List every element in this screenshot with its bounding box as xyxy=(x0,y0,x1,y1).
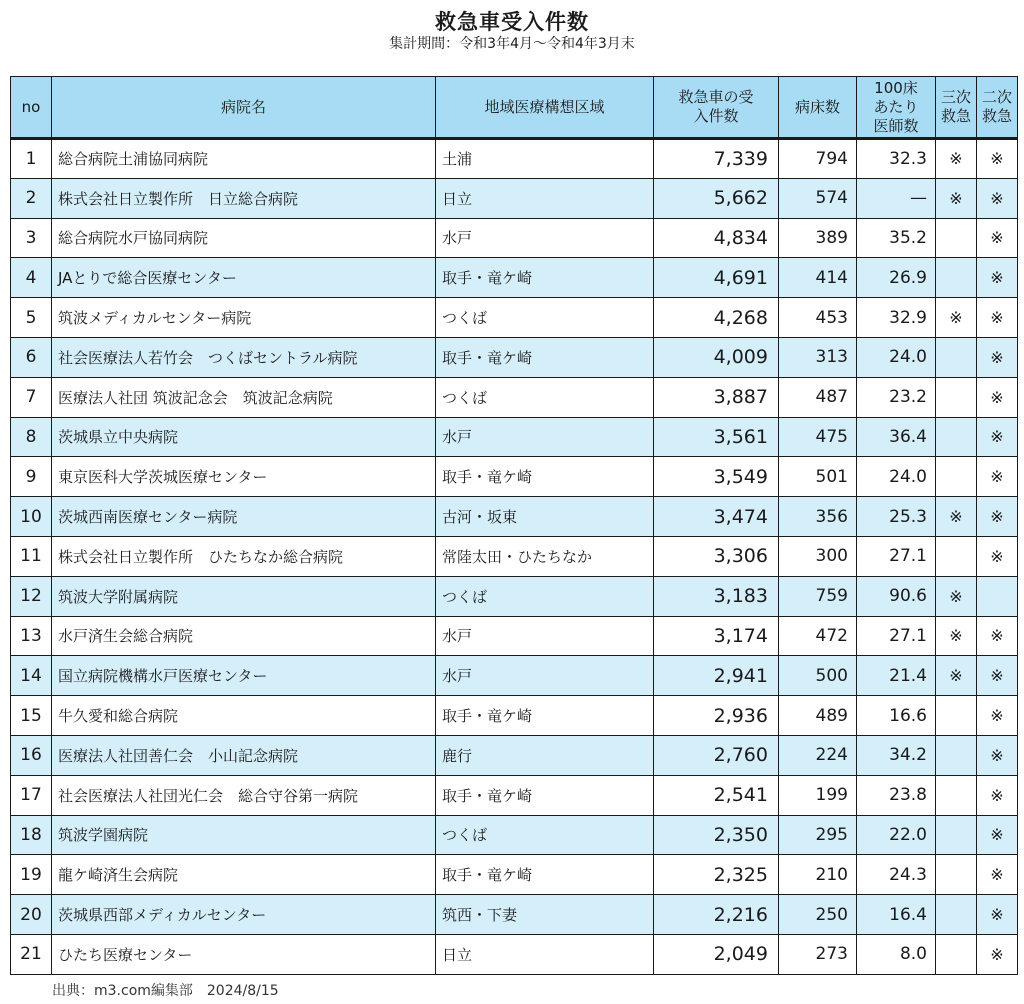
cell-secondary-mark: ※ xyxy=(977,656,1018,696)
cell-region: 取手・竜ケ崎 xyxy=(436,457,654,497)
cell-secondary-mark: ※ xyxy=(977,895,1018,935)
cell-tertiary-mark: ※ xyxy=(936,298,977,338)
cell-tertiary-mark xyxy=(936,934,977,974)
cell-no: 15 xyxy=(11,696,52,736)
cell-beds: 356 xyxy=(779,497,857,537)
table-row xyxy=(11,696,1018,736)
cell-hospital-name: 龍ケ崎済生会病院 xyxy=(52,855,436,895)
cell-hospital-name: 筑波大学附属病院 xyxy=(52,576,436,616)
page-title: 救急車受入件数 xyxy=(435,10,589,34)
cell-ambulance-cases: 3,306 xyxy=(654,536,779,576)
cell-region: 取手・竜ケ崎 xyxy=(436,696,654,736)
cell-beds: 475 xyxy=(779,417,857,457)
cell-region: つくば xyxy=(436,576,654,616)
cell-secondary-mark: ※ xyxy=(977,735,1018,775)
table-body xyxy=(11,139,1018,975)
cell-secondary-mark: ※ xyxy=(977,855,1018,895)
header-secondary: 二次救急 xyxy=(977,77,1018,139)
header-beds: 病床数 xyxy=(779,77,857,139)
cell-ambulance-cases: 2,541 xyxy=(654,775,779,815)
cell-beds: 210 xyxy=(779,855,857,895)
cell-hospital-name: 国立病院機構水戸医療センター xyxy=(52,656,436,696)
cell-doctors-per-100-beds: 90.6 xyxy=(857,576,936,616)
page-subtitle: 集計期間：令和3年4月～令和4年3月末 xyxy=(389,36,635,52)
table-row xyxy=(11,855,1018,895)
cell-ambulance-cases: 2,936 xyxy=(654,696,779,736)
cell-ambulance-cases: 5,662 xyxy=(654,178,779,218)
cell-tertiary-mark: ※ xyxy=(936,576,977,616)
cell-secondary-mark xyxy=(977,576,1018,616)
cell-hospital-name: 医療法人社団善仁会 小山記念病院 xyxy=(52,735,436,775)
cell-hospital-name: 牛久愛和総合病院 xyxy=(52,696,436,736)
cell-beds: 501 xyxy=(779,457,857,497)
cell-tertiary-mark: ※ xyxy=(936,656,977,696)
cell-ambulance-cases: 3,474 xyxy=(654,497,779,537)
cell-no: 17 xyxy=(11,775,52,815)
cell-no: 11 xyxy=(11,536,52,576)
cell-doctors-per-100-beds: 24.0 xyxy=(857,457,936,497)
cell-hospital-name: 医療法人社団 筑波記念会 筑波記念病院 xyxy=(52,377,436,417)
cell-doctors-per-100-beds: 35.2 xyxy=(857,218,936,258)
cell-no: 19 xyxy=(11,855,52,895)
table-row xyxy=(11,536,1018,576)
header-tertiary: 三次救急 xyxy=(936,77,977,139)
cell-hospital-name: 社会医療法人社団光仁会 総合守谷第一病院 xyxy=(52,775,436,815)
cell-no: 5 xyxy=(11,298,52,338)
cell-no: 18 xyxy=(11,815,52,855)
cell-no: 10 xyxy=(11,497,52,537)
cell-region: 土浦 xyxy=(436,139,654,179)
cell-secondary-mark: ※ xyxy=(977,139,1018,179)
cell-doctors-per-100-beds: — xyxy=(857,178,936,218)
cell-tertiary-mark xyxy=(936,377,977,417)
cell-region: 水戸 xyxy=(436,218,654,258)
cell-secondary-mark: ※ xyxy=(977,258,1018,298)
table-row xyxy=(11,656,1018,696)
cell-beds: 487 xyxy=(779,377,857,417)
table-row xyxy=(11,258,1018,298)
cell-hospital-name: 社会医療法人若竹会 つくばセントラル病院 xyxy=(52,337,436,377)
table-row xyxy=(11,616,1018,656)
cell-secondary-mark: ※ xyxy=(977,337,1018,377)
cell-no: 4 xyxy=(11,258,52,298)
cell-ambulance-cases: 2,760 xyxy=(654,735,779,775)
cell-beds: 472 xyxy=(779,616,857,656)
table-row xyxy=(11,337,1018,377)
table-row xyxy=(11,298,1018,338)
header-row xyxy=(11,77,1018,139)
cell-ambulance-cases: 2,941 xyxy=(654,656,779,696)
cell-tertiary-mark: ※ xyxy=(936,178,977,218)
cell-region: 日立 xyxy=(436,934,654,974)
cell-secondary-mark: ※ xyxy=(977,934,1018,974)
cell-secondary-mark: ※ xyxy=(977,775,1018,815)
table-row xyxy=(11,735,1018,775)
table-row xyxy=(11,139,1018,179)
cell-beds: 300 xyxy=(779,536,857,576)
cell-doctors-per-100-beds: 32.3 xyxy=(857,139,936,179)
header-ambulance: 救急車の受入件数 xyxy=(654,77,779,139)
cell-hospital-name: JAとりで総合医療センター xyxy=(52,258,436,298)
cell-hospital-name: 茨城県立中央病院 xyxy=(52,417,436,457)
cell-no: 7 xyxy=(11,377,52,417)
cell-hospital-name: 筑波学園病院 xyxy=(52,815,436,855)
cell-doctors-per-100-beds: 36.4 xyxy=(857,417,936,457)
cell-ambulance-cases: 3,174 xyxy=(654,616,779,656)
cell-doctors-per-100-beds: 27.1 xyxy=(857,536,936,576)
cell-doctors-per-100-beds: 23.2 xyxy=(857,377,936,417)
cell-no: 14 xyxy=(11,656,52,696)
cell-beds: 273 xyxy=(779,934,857,974)
cell-beds: 414 xyxy=(779,258,857,298)
cell-hospital-name: 株式会社日立製作所 日立総合病院 xyxy=(52,178,436,218)
table-row xyxy=(11,576,1018,616)
table-row xyxy=(11,934,1018,974)
cell-doctors-per-100-beds: 32.9 xyxy=(857,298,936,338)
cell-ambulance-cases: 3,561 xyxy=(654,417,779,457)
cell-secondary-mark: ※ xyxy=(977,298,1018,338)
cell-ambulance-cases: 3,887 xyxy=(654,377,779,417)
cell-region: 筑西・下妻 xyxy=(436,895,654,935)
cell-no: 21 xyxy=(11,934,52,974)
cell-secondary-mark: ※ xyxy=(977,377,1018,417)
cell-secondary-mark: ※ xyxy=(977,218,1018,258)
cell-beds: 295 xyxy=(779,815,857,855)
cell-doctors-per-100-beds: 16.4 xyxy=(857,895,936,935)
table-row xyxy=(11,377,1018,417)
source-note: 出典：m3.com編集部 2024/8/15 xyxy=(52,983,279,999)
cell-no: 12 xyxy=(11,576,52,616)
cell-ambulance-cases: 4,691 xyxy=(654,258,779,298)
ambulance-table xyxy=(10,76,1018,975)
cell-region: 常陸太田・ひたちなか xyxy=(436,536,654,576)
cell-tertiary-mark xyxy=(936,895,977,935)
cell-secondary-mark: ※ xyxy=(977,457,1018,497)
cell-ambulance-cases: 2,216 xyxy=(654,895,779,935)
cell-hospital-name: 東京医科大学茨城医療センター xyxy=(52,457,436,497)
cell-beds: 224 xyxy=(779,735,857,775)
cell-doctors-per-100-beds: 34.2 xyxy=(857,735,936,775)
cell-doctors-per-100-beds: 26.9 xyxy=(857,258,936,298)
cell-region: 取手・竜ケ崎 xyxy=(436,855,654,895)
header-hospital: 病院名 xyxy=(52,77,436,139)
cell-tertiary-mark xyxy=(936,337,977,377)
cell-tertiary-mark xyxy=(936,696,977,736)
cell-ambulance-cases: 2,325 xyxy=(654,855,779,895)
cell-region: 取手・竜ケ崎 xyxy=(436,258,654,298)
cell-no: 3 xyxy=(11,218,52,258)
cell-beds: 389 xyxy=(779,218,857,258)
cell-region: つくば xyxy=(436,377,654,417)
cell-hospital-name: 株式会社日立製作所 ひたちなか総合病院 xyxy=(52,536,436,576)
cell-tertiary-mark: ※ xyxy=(936,139,977,179)
table-row xyxy=(11,815,1018,855)
cell-hospital-name: 茨城県西部メディカルセンター xyxy=(52,895,436,935)
cell-doctors-per-100-beds: 22.0 xyxy=(857,815,936,855)
cell-secondary-mark: ※ xyxy=(977,178,1018,218)
cell-ambulance-cases: 2,350 xyxy=(654,815,779,855)
cell-region: 日立 xyxy=(436,178,654,218)
cell-hospital-name: ひたち医療センター xyxy=(52,934,436,974)
table-row xyxy=(11,895,1018,935)
cell-secondary-mark: ※ xyxy=(977,497,1018,537)
cell-region: 水戸 xyxy=(436,616,654,656)
cell-region: 鹿行 xyxy=(436,735,654,775)
table-row xyxy=(11,178,1018,218)
cell-hospital-name: 茨城西南医療センター病院 xyxy=(52,497,436,537)
cell-no: 20 xyxy=(11,895,52,935)
table-row xyxy=(11,457,1018,497)
cell-region: つくば xyxy=(436,815,654,855)
cell-doctors-per-100-beds: 24.0 xyxy=(857,337,936,377)
cell-beds: 759 xyxy=(779,576,857,616)
cell-hospital-name: 筑波メディカルセンター病院 xyxy=(52,298,436,338)
cell-tertiary-mark xyxy=(936,855,977,895)
table-row xyxy=(11,218,1018,258)
cell-beds: 489 xyxy=(779,696,857,736)
cell-ambulance-cases: 4,009 xyxy=(654,337,779,377)
cell-beds: 453 xyxy=(779,298,857,338)
header-region: 地域医療構想区域 xyxy=(436,77,654,139)
cell-no: 16 xyxy=(11,735,52,775)
header-doctors: 100床あたり医師数 xyxy=(857,77,936,139)
cell-doctors-per-100-beds: 25.3 xyxy=(857,497,936,537)
cell-beds: 574 xyxy=(779,178,857,218)
cell-ambulance-cases: 4,834 xyxy=(654,218,779,258)
cell-region: 水戸 xyxy=(436,656,654,696)
cell-tertiary-mark xyxy=(936,417,977,457)
cell-hospital-name: 総合病院土浦協同病院 xyxy=(52,139,436,179)
cell-tertiary-mark: ※ xyxy=(936,497,977,537)
cell-beds: 500 xyxy=(779,656,857,696)
cell-ambulance-cases: 7,339 xyxy=(654,139,779,179)
cell-region: 水戸 xyxy=(436,417,654,457)
cell-doctors-per-100-beds: 8.0 xyxy=(857,934,936,974)
table-row xyxy=(11,417,1018,457)
cell-no: 9 xyxy=(11,457,52,497)
cell-beds: 250 xyxy=(779,895,857,935)
cell-ambulance-cases: 3,183 xyxy=(654,576,779,616)
cell-no: 13 xyxy=(11,616,52,656)
cell-ambulance-cases: 2,049 xyxy=(654,934,779,974)
cell-beds: 794 xyxy=(779,139,857,179)
cell-no: 6 xyxy=(11,337,52,377)
cell-tertiary-mark xyxy=(936,536,977,576)
cell-tertiary-mark: ※ xyxy=(936,616,977,656)
cell-secondary-mark: ※ xyxy=(977,815,1018,855)
cell-beds: 313 xyxy=(779,337,857,377)
cell-no: 8 xyxy=(11,417,52,457)
cell-region: 取手・竜ケ崎 xyxy=(436,775,654,815)
cell-tertiary-mark xyxy=(936,457,977,497)
table-row xyxy=(11,497,1018,537)
cell-region: 古河・坂東 xyxy=(436,497,654,537)
cell-tertiary-mark xyxy=(936,258,977,298)
cell-no: 2 xyxy=(11,178,52,218)
cell-doctors-per-100-beds: 16.6 xyxy=(857,696,936,736)
cell-secondary-mark: ※ xyxy=(977,696,1018,736)
cell-secondary-mark: ※ xyxy=(977,616,1018,656)
cell-hospital-name: 総合病院水戸協同病院 xyxy=(52,218,436,258)
cell-tertiary-mark xyxy=(936,218,977,258)
cell-tertiary-mark xyxy=(936,735,977,775)
cell-region: 取手・竜ケ崎 xyxy=(436,337,654,377)
cell-hospital-name: 水戸済生会総合病院 xyxy=(52,616,436,656)
cell-ambulance-cases: 3,549 xyxy=(654,457,779,497)
table-row xyxy=(11,775,1018,815)
cell-secondary-mark: ※ xyxy=(977,417,1018,457)
cell-secondary-mark: ※ xyxy=(977,536,1018,576)
cell-tertiary-mark xyxy=(936,815,977,855)
cell-region: つくば xyxy=(436,298,654,338)
cell-tertiary-mark xyxy=(936,775,977,815)
cell-doctors-per-100-beds: 24.3 xyxy=(857,855,936,895)
cell-doctors-per-100-beds: 21.4 xyxy=(857,656,936,696)
cell-no: 1 xyxy=(11,139,52,179)
cell-ambulance-cases: 4,268 xyxy=(654,298,779,338)
cell-doctors-per-100-beds: 27.1 xyxy=(857,616,936,656)
cell-doctors-per-100-beds: 23.8 xyxy=(857,775,936,815)
header-no: no xyxy=(11,77,52,139)
cell-beds: 199 xyxy=(779,775,857,815)
